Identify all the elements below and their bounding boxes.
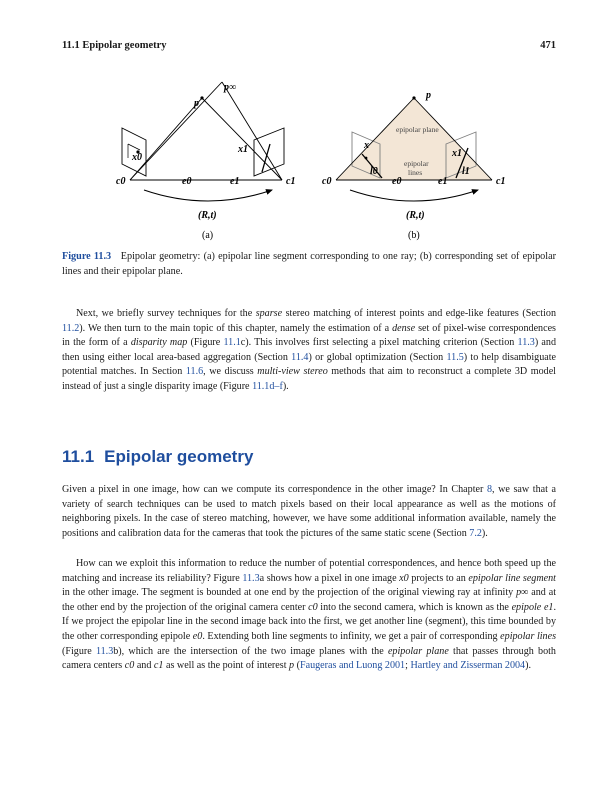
- paragraph-correspondence: [62, 483, 556, 541]
- point-p-a: [200, 96, 203, 99]
- panel-b: [322, 90, 505, 241]
- math-x0: x0: [399, 572, 409, 584]
- text: . If we project the epipolar line in the second image back into the first, we get another line (segment), this time bounded by the other corresponding epipole: [62, 601, 556, 642]
- label-rt-b: (R,t): [406, 210, 425, 221]
- text: Given a pixel in one image, how can we compute its correspondence in the other image? In Chapter: [62, 484, 487, 495]
- label-x0-a: x0: [132, 152, 142, 163]
- paragraph-epipolar: [62, 557, 556, 674]
- header-title: 11.1 Epipolar geometry: [62, 40, 167, 51]
- label-p-b: p: [426, 90, 431, 101]
- ref-link[interactable]: 11.2: [62, 322, 80, 334]
- label-e1-a: e1: [230, 176, 240, 187]
- page-number: 471: [540, 40, 556, 51]
- text: Next, we briefly survey techniques for the: [76, 308, 256, 319]
- label-x-b: x: [364, 140, 369, 151]
- text: b), which are the intersection of the two image planes with the: [113, 645, 388, 657]
- text: ;: [405, 660, 411, 672]
- text: ).: [525, 660, 531, 672]
- text: a shows how a pixel in one image: [259, 572, 400, 584]
- citation-link[interactable]: Faugeras and Luong 2001: [299, 660, 406, 672]
- image-plane-right-a: [254, 128, 284, 176]
- label-c0-b: c0: [322, 176, 332, 187]
- panel-label-b: (b): [408, 230, 420, 241]
- ref-link[interactable]: 11.1: [223, 337, 241, 349]
- text: ).: [282, 380, 289, 392]
- em-disparity-map: disparity map: [130, 337, 188, 349]
- paragraph-intro: [62, 307, 556, 395]
- em-epipole: epipole: [511, 601, 542, 613]
- ref-link[interactable]: 8: [486, 484, 492, 495]
- caption-label: Figure 11.3: [62, 251, 112, 262]
- em-epipolar-lines: epipolar lines: [500, 630, 557, 642]
- text: and at the other end by the projection of the original camera center: [62, 587, 556, 613]
- point-x-b: [365, 157, 368, 160]
- text: (Figure: [187, 337, 224, 349]
- text: ). We then turn to the main topic of this chapter, namely the estimation of a: [79, 322, 393, 334]
- label-c1-b: c1: [496, 176, 506, 187]
- em-epipolar-plane: epipolar plane: [387, 645, 449, 657]
- text: ).: [481, 527, 488, 539]
- motion-arrow-b: [350, 190, 478, 201]
- text: set of pixel-wise correspondences in the form of a: [62, 322, 556, 349]
- label-rt-a: (R,t): [198, 210, 217, 221]
- label-x1-b: x1: [452, 148, 462, 159]
- running-header: [62, 40, 556, 54]
- text: (Figure: [62, 645, 96, 657]
- text: projects to an: [408, 572, 469, 584]
- text: in the other image. The segment is bounded at one end by the projection of the original viewing ray at infinity: [62, 587, 517, 599]
- math-e1: e1: [543, 601, 554, 613]
- text: How can we exploit this information to reduce the number of potential correspondences, and hence both speed up the matching and increase its reliability? Figure: [62, 558, 556, 584]
- em-multi-view-stereo: multi-view stereo: [257, 366, 328, 378]
- text: . Extending both line segments to infinity, we get a pair of corresponding: [202, 630, 501, 642]
- label-e0-a: e0: [182, 176, 192, 187]
- math-c0: c0: [124, 660, 135, 672]
- label-e1-b: e1: [438, 176, 448, 187]
- em-sparse: sparse: [255, 308, 283, 319]
- math-e0: e0: [192, 630, 203, 642]
- math-p-inf: p∞: [516, 587, 529, 599]
- label-c1-a: c1: [286, 176, 296, 187]
- motion-arrow-a: [144, 190, 272, 201]
- ref-link[interactable]: 11.3: [95, 645, 114, 657]
- text: ) or global optimization (Section: [308, 351, 447, 363]
- section-title-text: Epipolar geometry: [104, 447, 254, 466]
- epipolar-geometry-diagram: [62, 78, 556, 246]
- text: ) and then using either local area-based aggregation (Section: [62, 337, 556, 363]
- caption-text: Epipolar geometry: (a) epipolar line segment corresponding to one ray; (b) corresponding set of epipolar lines and their epipolar plane.: [62, 251, 557, 277]
- citation-link[interactable]: Hartley and Zisserman 2004: [410, 660, 526, 672]
- figure-caption: [62, 250, 556, 279]
- ray-c0-pinf: [130, 82, 222, 180]
- label-epipolar-lines-1: epipolar: [404, 159, 429, 168]
- ref-link[interactable]: 11.4: [291, 351, 309, 363]
- math-p: p: [289, 660, 295, 672]
- ray-c1-pinf: [222, 82, 282, 180]
- em-dense: dense: [392, 322, 416, 334]
- label-epipolar-lines-2: lines: [408, 168, 423, 177]
- text: and: [134, 660, 154, 672]
- label-l0: l0: [370, 166, 378, 177]
- text: as well as the point of interest: [163, 660, 290, 672]
- ref-link[interactable]: 11.1d–f: [252, 380, 283, 392]
- label-e0-b: e0: [392, 176, 402, 187]
- figure-11-3: [62, 78, 556, 246]
- em-epipolar-line-segment: epipolar line segment: [468, 572, 556, 584]
- text: , we discuss: [203, 366, 258, 378]
- label-pinf: p∞: [224, 82, 237, 93]
- math-c0: c0: [308, 601, 318, 613]
- label-epipolar-plane: epipolar plane: [396, 125, 439, 134]
- math-c1: c1: [153, 660, 164, 672]
- ref-link[interactable]: 11.3: [242, 572, 260, 584]
- section-heading: [62, 447, 263, 467]
- ref-link[interactable]: 7.2: [469, 527, 482, 539]
- label-l1: l1: [462, 166, 470, 177]
- text: c). This involves first selecting a pixel matching criterion (Section: [240, 337, 518, 349]
- panel-label-a: (a): [202, 230, 214, 241]
- section-number: 11.1: [62, 447, 95, 466]
- ref-link[interactable]: 11.5: [446, 351, 464, 363]
- text: into the second camera, which is known as the: [317, 601, 512, 613]
- text: , we saw that a variety of search techniques can be used to match pixels based on their local appearance as well as the motions of neighboring pixels. In the case of stereo matching, however, we have some additional information available, namely the positions and calibration data for the cameras that took the pictures of the same static scene (Section: [62, 484, 557, 539]
- ref-link[interactable]: 11.6: [185, 366, 204, 378]
- label-p-a: p: [194, 98, 199, 109]
- text: ) to help disambiguate potential matches. In Section: [62, 351, 557, 378]
- text: that passes through both camera centers: [62, 645, 556, 672]
- label-x1-a: x1: [238, 144, 248, 155]
- text: stereo matching of interest points and edge-like features (Section: [282, 308, 556, 319]
- text: (: [294, 660, 300, 672]
- label-c0-a: c0: [116, 176, 126, 187]
- panel-a: [116, 82, 295, 241]
- text: methods that aim to reconstruct a complete 3D model instead of just a single disparity image (Figure: [62, 366, 556, 392]
- point-p-b: [412, 96, 415, 99]
- ref-link[interactable]: 11.3: [517, 337, 535, 349]
